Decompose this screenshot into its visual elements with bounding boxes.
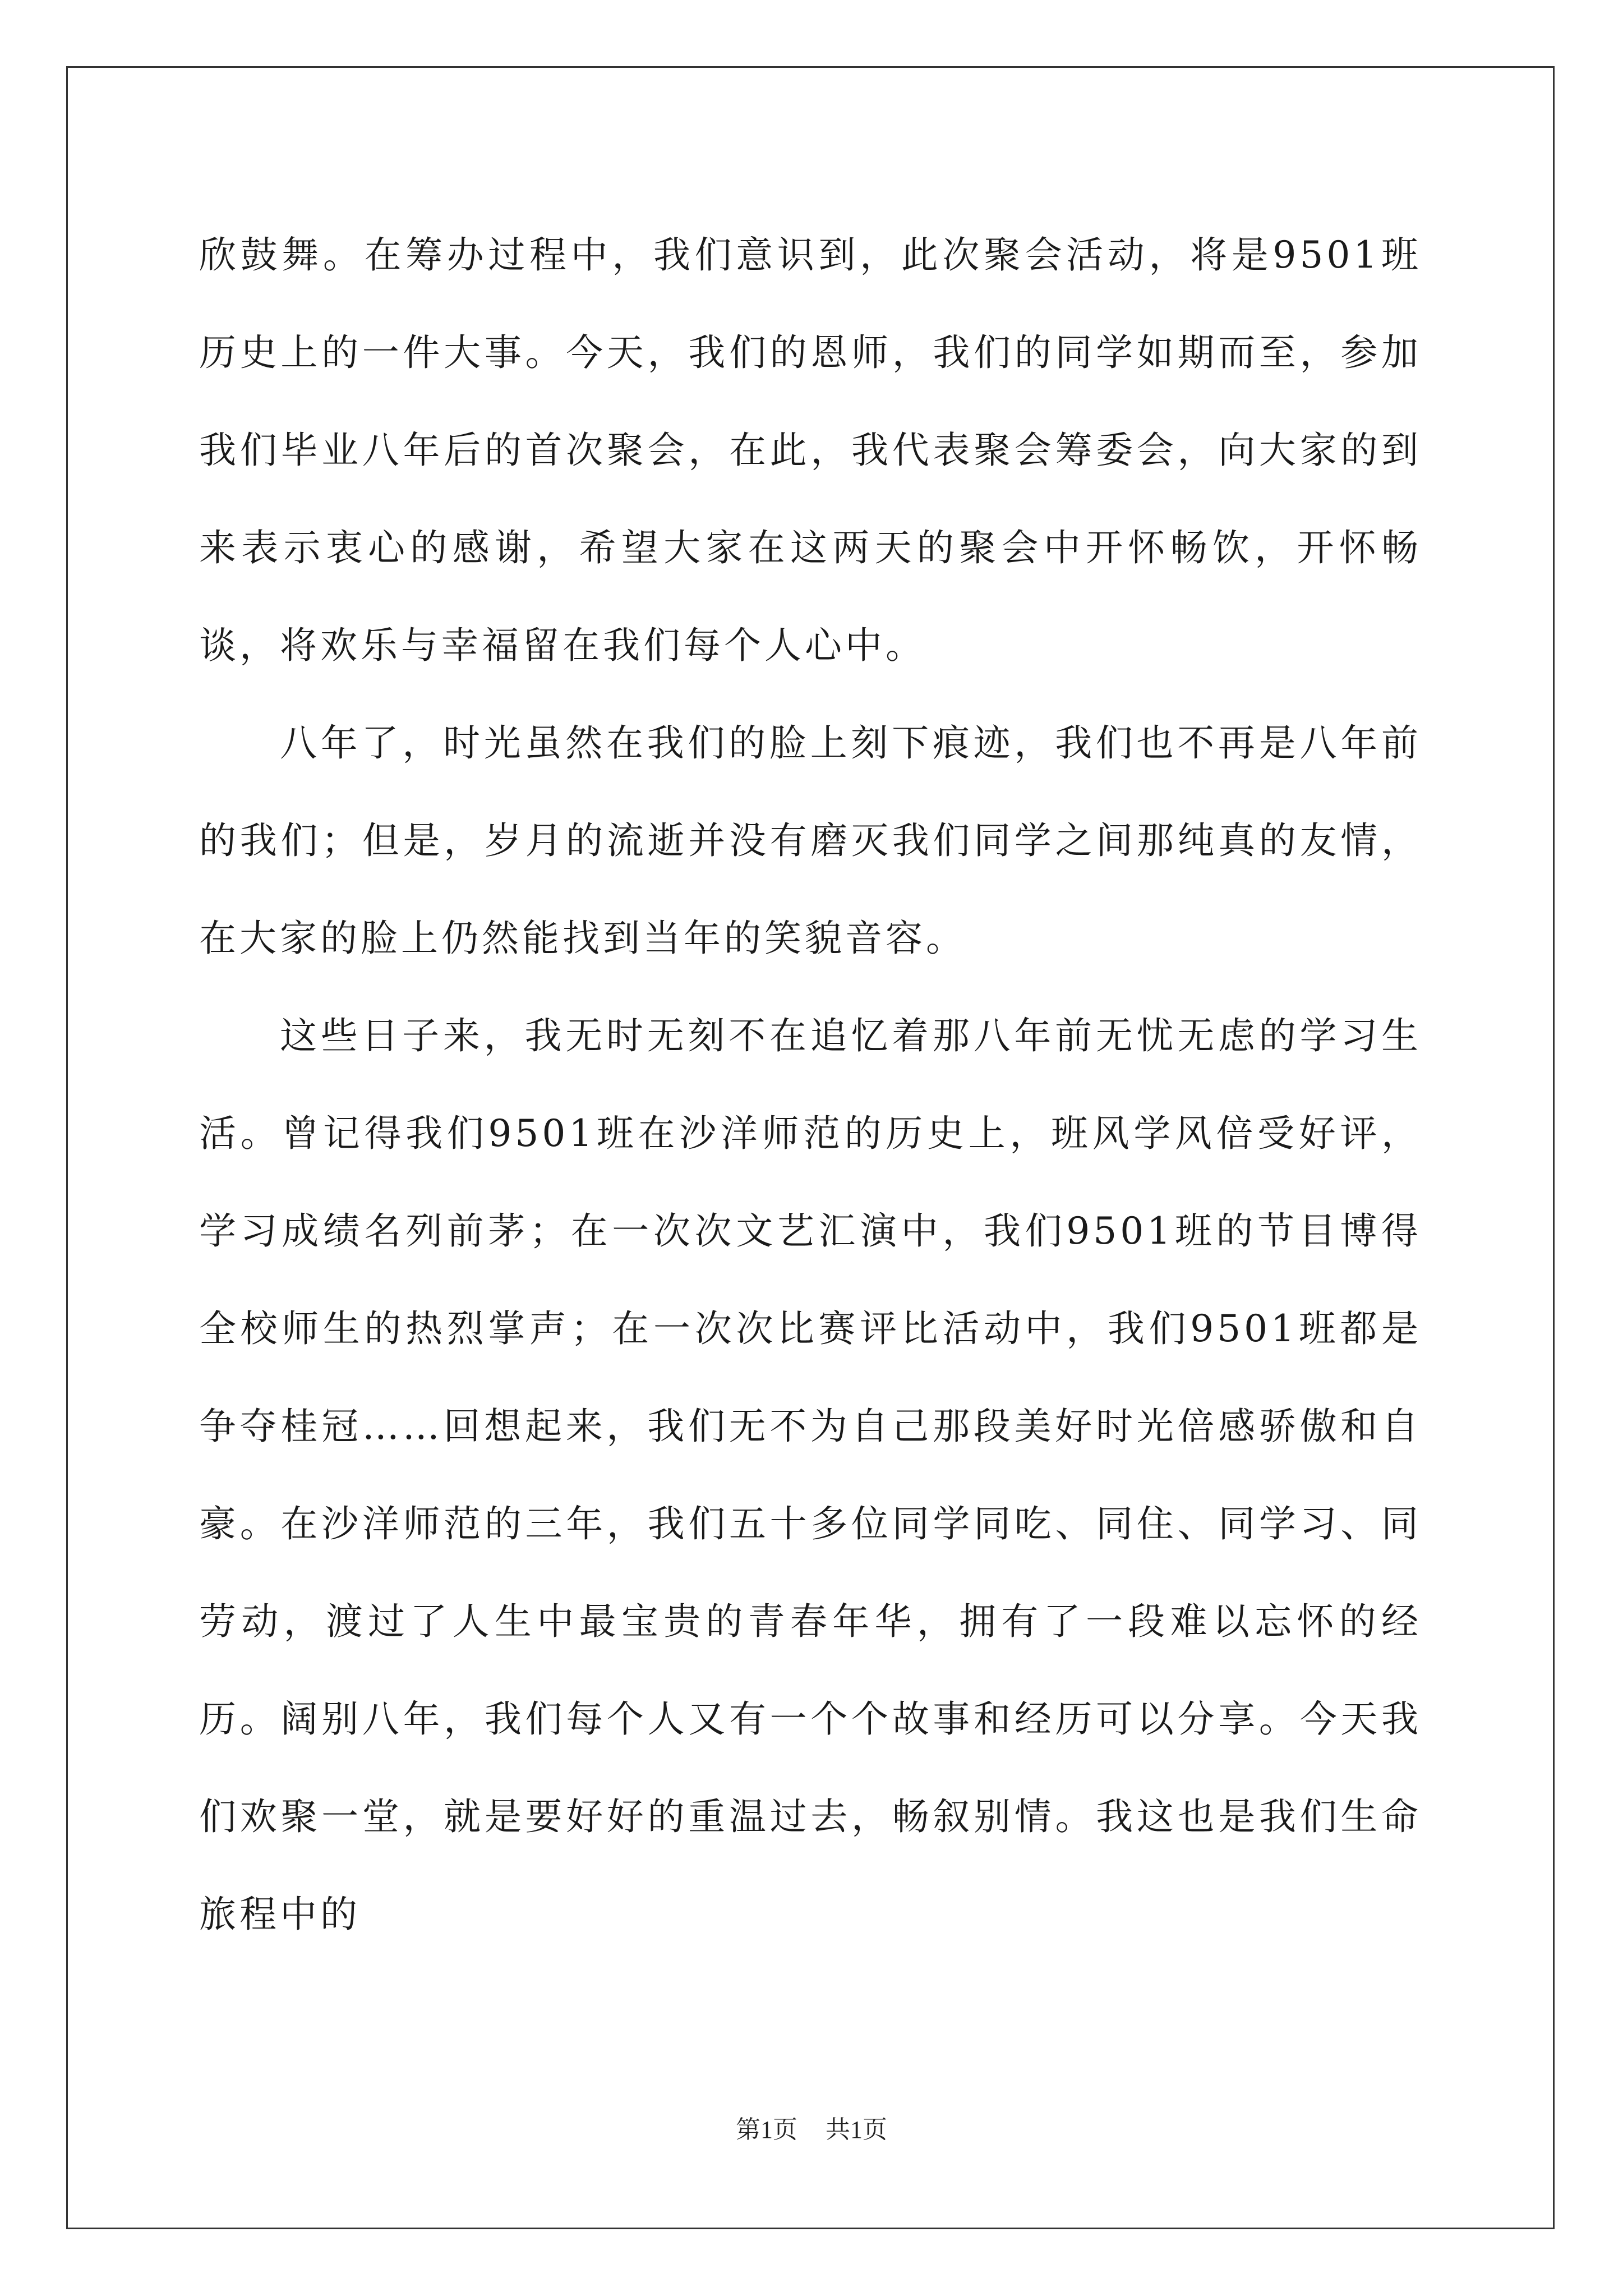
paragraph-3: 这些日子来，我无时无刻不在追忆着那八年前无忧无虑的学习生活。曾记得我们9501班在沙洋师范的历史上，班风学风倍受好评，学习成绩名列前茅；在一次次文艺汇演中，我们9501班的节目博得全校师生的热烈掌声；在一次次比赛评比活动中，我们9501班都是争夺桂冠……回想起来，我们无不为自己那段美好时光倍感骄傲和自豪。在沙洋师范的三年，我们五十多位同学同吃、同住、同学习、同劳动，渡过了人生中最宝贵的青春年华，拥有了一段难以忘怀的经历。阔别八年，我们每个人又有一个个故事和经历可以分享。今天我们欢聚一堂，就是要好好的重温过去，畅叙别情。我这也是我们生命旅程中的 [199,1014,1422,1936]
paragraph-1: 欣鼓舞。在筹办过程中，我们意识到，此次聚会活动，将是9501班历史上的一件大事。今天，我们的恩师，我们的同学如期而至，参加我们毕业八年后的首次聚会，在此，我代表聚会筹委会，向大家的到来表示衷心的感谢，希望大家在这两天的聚会中开怀畅饮，开怀畅谈，将欢乐与幸福留在我们每个人心中。 [199,233,1422,667]
paragraph-2: 八年了，时光虽然在我们的脸上刻下痕迹，我们也不再是八年前的我们；但是，岁月的流逝并没有磨灭我们同学之间那纯真的友情，在大家的脸上仍然能找到当年的笑貌音容。 [199,721,1422,960]
page-footer [0,2109,1623,2145]
page-total: 共1页 [826,2116,887,2143]
document-body [199,206,1422,1963]
page-number: 第1页 [736,2116,797,2143]
